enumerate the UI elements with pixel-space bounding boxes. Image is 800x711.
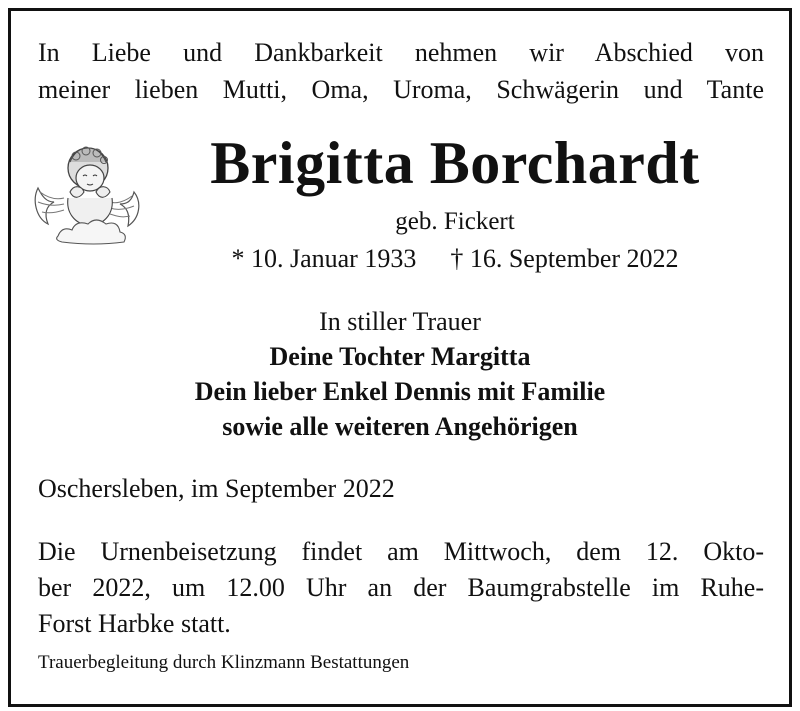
angel-icon	[30, 140, 150, 252]
burial-line: ber 2022, um 12.00 Uhr an der Baumgrabstelle im Ruhe-	[38, 573, 764, 602]
intro-line-2: meiner lieben Mutti, Oma, Uroma, Schwägerin und Tante	[38, 75, 764, 104]
mourners-heading: In stiller Trauer	[319, 307, 481, 336]
undertaker-note: Trauerbegleitung durch Klinzmann Bestattungen	[38, 652, 410, 673]
burial-line: Forst Harbke statt.	[38, 609, 231, 638]
death-date: † 16. September 2022	[450, 244, 679, 273]
birth-date: * 10. Januar 1933	[231, 244, 417, 273]
place-date: Oschersleben, im September 2022	[38, 474, 395, 503]
deceased-name: Brigitta Borchardt	[210, 130, 700, 196]
mourner-line: sowie alle weiteren Angehörigen	[222, 412, 578, 441]
burial-line: Die Urnenbeisetzung findet am Mittwoch, dem 12. Okto-	[38, 537, 764, 566]
mourners-block	[40, 304, 760, 444]
life-dates	[150, 244, 760, 274]
birth-name: geb. Fickert	[395, 208, 515, 235]
mourner-line: Deine Tochter Margitta	[269, 342, 531, 371]
intro-line-1: In Liebe und Dankbarkeit nehmen wir Abschied von	[38, 38, 764, 67]
intro-text	[38, 34, 764, 108]
burial-info	[38, 534, 764, 642]
mourner-line: Dein lieber Enkel Dennis mit Familie	[194, 377, 606, 406]
